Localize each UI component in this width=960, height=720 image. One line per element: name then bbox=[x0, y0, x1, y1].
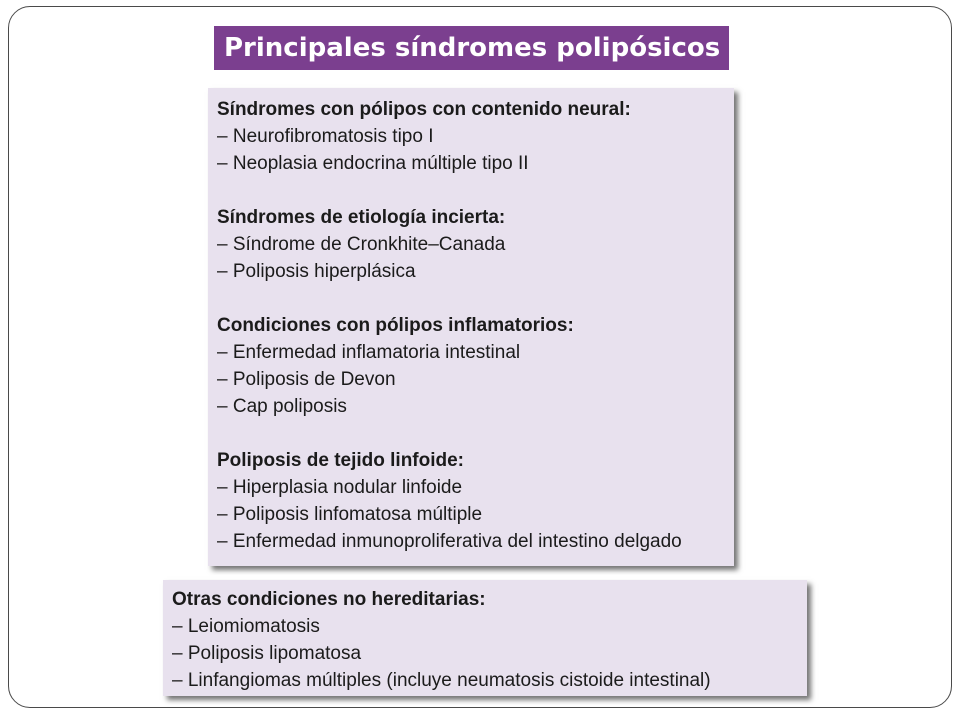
syndromes-box bbox=[208, 88, 734, 566]
list-item: – Hiperplasia nodular linfoide bbox=[217, 474, 734, 501]
syndrome-group bbox=[217, 312, 734, 420]
group-heading: Poliposis de tejido linfoide: bbox=[217, 450, 465, 471]
list-item: – Poliposis de Devon bbox=[217, 366, 734, 393]
list-item: – Neoplasia endocrina múltiple tipo II bbox=[217, 150, 734, 177]
syndrome-group bbox=[217, 204, 734, 285]
list-item: – Poliposis linfomatosa múltiple bbox=[217, 501, 734, 528]
list-item: – Neurofibromatosis tipo I bbox=[217, 123, 734, 150]
list-item: – Síndrome de Cronkhite–Canada bbox=[217, 231, 734, 258]
list-item: – Cap poliposis bbox=[217, 393, 734, 420]
group-heading: Otras condiciones no hereditarias: bbox=[172, 589, 486, 610]
syndrome-group bbox=[217, 447, 734, 555]
list-item: – Enfermedad inflamatoria intestinal bbox=[217, 339, 734, 366]
list-item: – Poliposis hiperplásica bbox=[217, 258, 734, 285]
group-heading: Condiciones con pólipos inflamatorios: bbox=[217, 315, 574, 336]
list-item: – Poliposis lipomatosa bbox=[172, 640, 807, 667]
list-item: – Enfermedad inmunoproliferativa del intestino delgado bbox=[217, 528, 734, 555]
group-heading: Síndromes con pólipos con contenido neural: bbox=[217, 99, 631, 120]
group-heading: Síndromes de etiología incierta: bbox=[217, 207, 506, 228]
list-item: – Linfangiomas múltiples (incluye neumatosis cistoide intestinal) bbox=[172, 667, 807, 694]
slide-title: Principales síndromes polipósicos bbox=[214, 26, 729, 70]
syndrome-group bbox=[217, 96, 734, 177]
list-item: – Leiomiomatosis bbox=[172, 613, 807, 640]
other-conditions-box bbox=[163, 580, 807, 696]
